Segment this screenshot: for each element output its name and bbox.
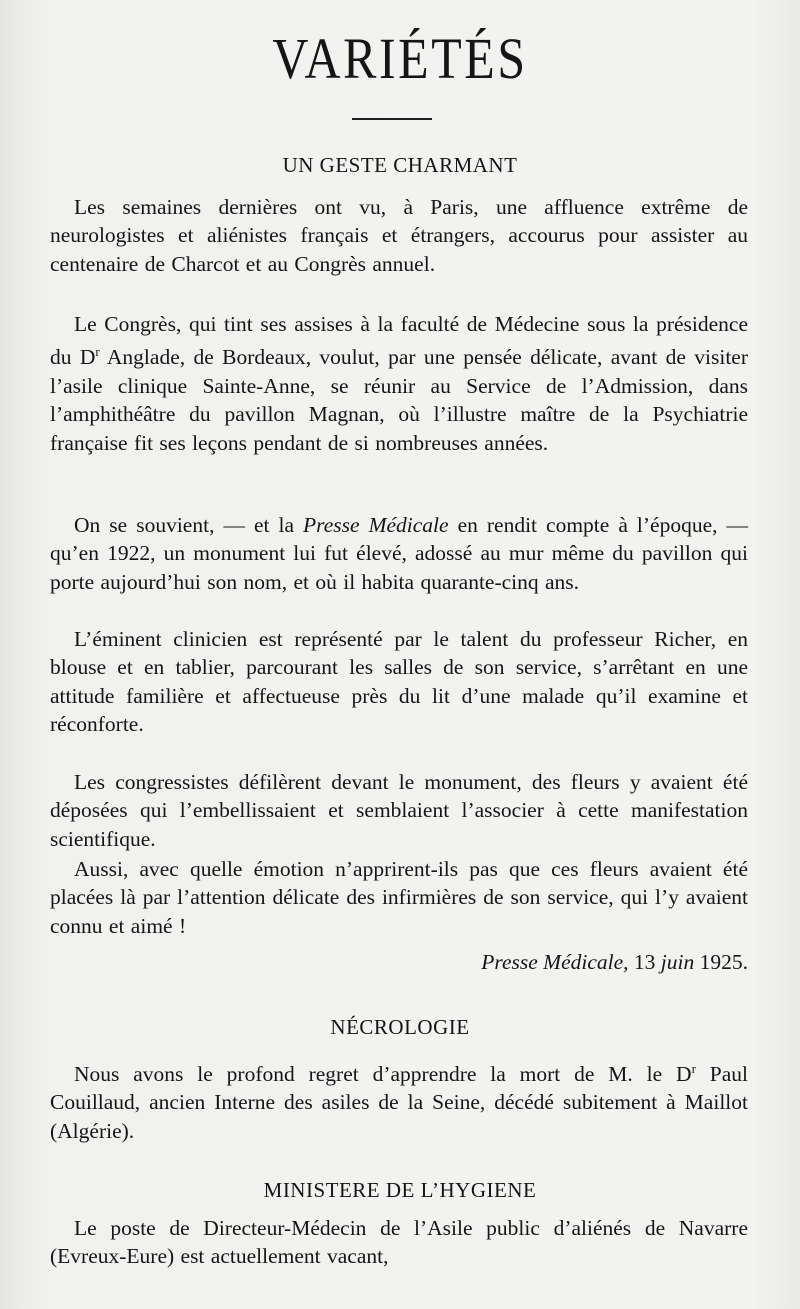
- paragraph-text: On se souvient, — et la: [74, 513, 304, 537]
- paragraph: Les congressistes défilèrent devant le monument, des fleurs y avaient été déposées qui l’embellissaient et semblaient l’associer à cette manifestation scientifique.: [50, 770, 748, 851]
- superscript: r: [691, 1061, 696, 1076]
- paragraph: L’éminent clinicien est représenté par le talent du professeur Richer, en blouse et en tablier, parcourant les salles de son service, s’arrêtant en une attitude familière et affectueuse près du lit d’une malade qu’il examine et réconforte.: [50, 627, 748, 737]
- paragraph: [50, 310, 748, 457]
- source-citation: [50, 952, 748, 974]
- paragraph: Le poste de Directeur-Médecin de l’Asile public d’aliénés de Navarre (Evreux-Eure) est actuellement vacant,: [50, 1216, 748, 1269]
- citation-year: 1925.: [699, 950, 748, 974]
- paragraph: Aussi, avec quelle émotion n’apprirent-ils pas que ces fleurs avaient été placées là par l’attention délicate des infirmières de son service, qui l’y avaient connu et aimé !: [50, 857, 748, 938]
- citation-month: juin: [660, 950, 695, 974]
- paragraph-text: en rendit compte à l’époque, — qu’en 1922, un monument lui fut élevé, adossé au mur même du pavillon qui porte aujourd’hui son nom, et où il habita quarante-cinq ans.: [50, 513, 748, 594]
- journal-name: Presse Médicale: [303, 513, 449, 537]
- superscript: r: [95, 344, 100, 360]
- paragraph: [50, 511, 748, 596]
- paragraph-text: Nous avons le profond regret d’apprendre la mort de M. le D: [74, 1062, 692, 1086]
- citation-journal: Presse Médicale,: [481, 950, 629, 974]
- paragraph-text: Paul Couillaud, ancien Interne des asiles de la Seine, décédé subitement à Maillot (Algérie).: [50, 1062, 748, 1143]
- paragraph: Les semaines dernières ont vu, à Paris, une affluence extrême de neurologistes et aliénistes français et étrangers, accourus pour assister au centenaire de Charcot et au Congrès annuel.: [50, 195, 748, 276]
- page-title: VARIÉTÉS: [272, 26, 528, 91]
- paragraph: [50, 1055, 748, 1145]
- section-heading-ministere-hygiene: MINISTERE DE L’HYGIENE: [263, 1178, 537, 1202]
- paragraph-text: Le Congrès, qui tint ses assises à la faculté de Médecine sous la présidence du D: [50, 312, 748, 370]
- paragraph-text: Anglade, de Bordeaux, voulut, par une pensée délicate, avant de visiter l’asile clinique Sainte-Anne, se réunir au Service de l’Admission, dans l’amphithéâtre du pavillon Magnan, où l’illustre maître de la Psychiatrie française fit ses leçons pendant de si nombreuses années.: [50, 345, 748, 455]
- title-divider: [352, 118, 432, 120]
- section-heading-geste-charmant: UN GESTE CHARMANT: [282, 153, 518, 177]
- section-heading-necrologie: NÉCROLOGIE: [330, 1015, 470, 1039]
- citation-day: 13: [633, 950, 656, 974]
